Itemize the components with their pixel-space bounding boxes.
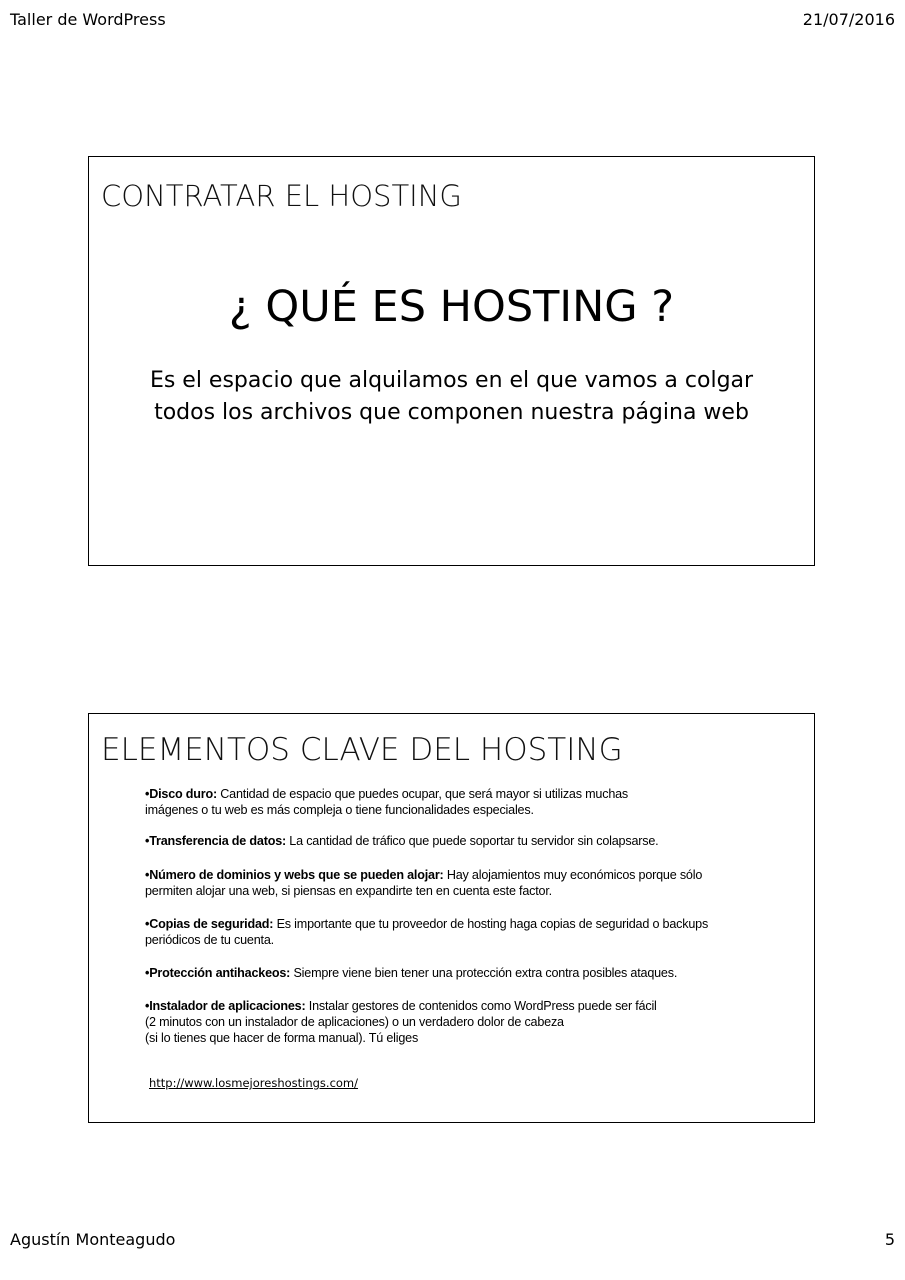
item-text: La cantidad de tráfico que puede soportar tu servidor sin colapsarse. bbox=[286, 834, 659, 848]
item-label: •Número de dominios y webs que se pueden alojar: bbox=[145, 868, 444, 882]
header-date: 21/07/2016 bbox=[802, 10, 895, 29]
item-text: Cantidad de espacio que puedes ocupar, que será mayor si utilizas muchas imágenes o tu web es más compleja o tiene funcionalidades especiales. bbox=[145, 787, 629, 817]
list-item bbox=[145, 916, 805, 948]
item-label: •Instalador de aplicaciones: bbox=[145, 999, 306, 1013]
slide-title: ELEMENTOS CLAVE DEL HOSTING bbox=[101, 732, 623, 768]
item-text: Instalar gestores de contenidos como WordPress puede ser fácil (2 minutos con un instalador de aplicaciones) o un verdadero dolor de cabeza (si lo tienes que hacer de forma manual). Tú eliges bbox=[145, 999, 657, 1045]
footer-author: Agustín Monteagudo bbox=[10, 1230, 176, 1249]
slide-2 bbox=[88, 713, 815, 1123]
item-label: •Disco duro: bbox=[145, 787, 217, 801]
list-item bbox=[145, 998, 805, 1046]
slide-heading: ¿ QUÉ ES HOSTING ? bbox=[228, 282, 675, 332]
item-text: Es importante que tu proveedor de hosting haga copias de seguridad o backups periódicos de tu cuenta. bbox=[145, 917, 709, 947]
header-title: Taller de WordPress bbox=[10, 10, 166, 29]
list-item bbox=[145, 965, 805, 981]
slide-1 bbox=[88, 156, 815, 566]
list-item bbox=[145, 833, 805, 849]
item-label: •Protección antihackeos: bbox=[145, 966, 291, 980]
slide-body: Es el espacio que alquilamos en el que vamos a colgar todos los archivos que componen nuestra página web bbox=[149, 368, 754, 425]
hosting-link[interactable]: http://www.losmejoreshostings.com/ bbox=[149, 1076, 359, 1090]
slide-title: CONTRATAR EL HOSTING bbox=[101, 179, 462, 213]
page-number: 5 bbox=[884, 1230, 895, 1249]
list-item bbox=[145, 867, 805, 899]
item-text: Siempre viene bien tener una protección extra contra posibles ataques. bbox=[290, 966, 678, 980]
list-item bbox=[145, 786, 805, 818]
item-text: Hay alojamientos muy económicos porque sólo permiten alojar una web, si piensas en expandirte ten en cuenta este factor. bbox=[145, 868, 703, 898]
item-label: •Transferencia de datos: bbox=[145, 834, 286, 848]
item-label: •Copias de seguridad: bbox=[145, 917, 274, 931]
